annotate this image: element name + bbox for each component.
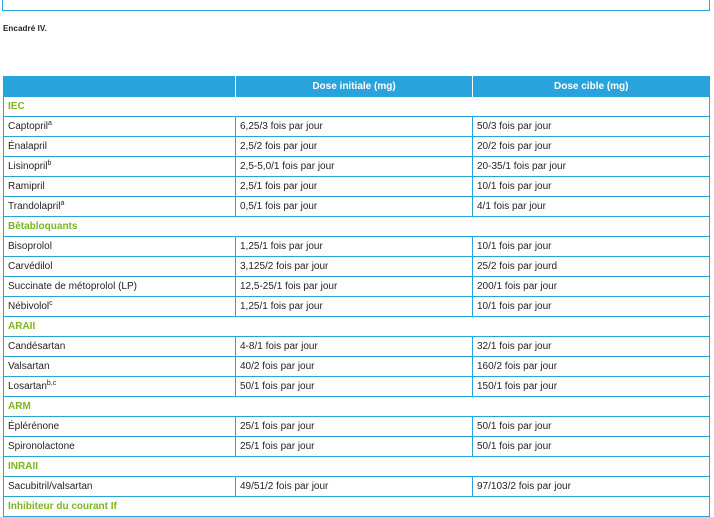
section-label: Bêtabloquants: [4, 217, 710, 237]
drug-name-cell: [4, 117, 236, 137]
target-dose-cell: 20-35/1 fois par jour: [473, 157, 710, 177]
drug-name-cell: [4, 357, 236, 377]
drug-name: Carvédilol: [8, 261, 53, 272]
previous-table-border: [2, 0, 710, 11]
initial-dose-cell: 1,25/1 fois par jour: [236, 297, 473, 317]
section-label: ARM: [4, 397, 710, 417]
drug-name-cell: [4, 437, 236, 457]
drug-name-cell: [4, 417, 236, 437]
section-label: ARAII: [4, 317, 710, 337]
table-row: [4, 357, 710, 377]
target-dose-cell: 4/1 fois par jour: [473, 197, 710, 217]
target-dose-cell: 10/1 fois par jour: [473, 297, 710, 317]
initial-dose-cell: 1,25/1 fois par jour: [236, 237, 473, 257]
target-dose-cell: 97/103/2 fois par jour: [473, 477, 710, 497]
target-dose-cell: 50/3 fois par jour: [473, 117, 710, 137]
target-dose-cell: 20/2 fois par jour: [473, 137, 710, 157]
initial-dose-cell: 25/1 fois par jour: [236, 417, 473, 437]
table-body: [4, 97, 710, 517]
footnote-marker: b: [47, 160, 52, 167]
box-caption: Encadré IV.: [3, 24, 47, 33]
drug-name: Spironolactone: [8, 441, 75, 452]
table-row: [4, 297, 710, 317]
header-target-dose: Dose cible (mg): [473, 76, 710, 97]
header-initial-dose: Dose initiale (mg): [236, 76, 473, 97]
drug-name-cell: [4, 297, 236, 317]
section-label: INRAII: [4, 457, 710, 477]
drug-name: Candésartan: [8, 341, 66, 352]
drug-name-cell: [4, 337, 236, 357]
drug-name: Énalapril: [8, 141, 47, 152]
initial-dose-cell: 40/2 fois par jour: [236, 357, 473, 377]
table-header-row: [4, 76, 710, 97]
target-dose-cell: 160/2 fois par jour: [473, 357, 710, 377]
drug-name-cell: [4, 177, 236, 197]
table-row: [4, 157, 710, 177]
table-row: [4, 257, 710, 277]
section-row: [4, 217, 710, 237]
table-row: [4, 177, 710, 197]
table-row: [4, 117, 710, 137]
target-dose-cell: 25/2 fois par jourd: [473, 257, 710, 277]
drug-name-cell: [4, 157, 236, 177]
initial-dose-cell: 49/51/2 fois par jour: [236, 477, 473, 497]
target-dose-cell: 200/1 fois par jour: [473, 277, 710, 297]
initial-dose-cell: 6,25/3 fois par jour: [236, 117, 473, 137]
initial-dose-cell: 3,125/2 fois par jour: [236, 257, 473, 277]
target-dose-cell: 50/1 fois par jour: [473, 417, 710, 437]
table-row: [4, 237, 710, 257]
initial-dose-cell: 12,5-25/1 fois par jour: [236, 277, 473, 297]
drug-name-cell: [4, 477, 236, 497]
drug-name-cell: [4, 257, 236, 277]
section-label: Inhibiteur du courant If: [4, 497, 710, 517]
drug-name: Trandolapril: [8, 201, 61, 212]
initial-dose-cell: 2,5/1 fois par jour: [236, 177, 473, 197]
initial-dose-cell: 25/1 fois par jour: [236, 437, 473, 457]
drug-name-cell: [4, 237, 236, 257]
initial-dose-cell: 2,5-5,0/1 fois par jour: [236, 157, 473, 177]
footnote-marker: a: [60, 200, 65, 207]
initial-dose-cell: 0,5/1 fois par jour: [236, 197, 473, 217]
drug-name: Valsartan: [8, 361, 50, 372]
section-row: [4, 397, 710, 417]
target-dose-cell: 32/1 fois par jour: [473, 337, 710, 357]
header-drug: [4, 76, 236, 97]
section-row: [4, 457, 710, 477]
dosage-table: [3, 76, 710, 517]
section-row: [4, 97, 710, 117]
drug-name-cell: [4, 377, 236, 397]
table-row: [4, 377, 710, 397]
drug-name-cell: [4, 137, 236, 157]
table-row: [4, 137, 710, 157]
drug-name: Succinate de métoprolol (LP): [8, 281, 137, 292]
drug-name-cell: [4, 277, 236, 297]
target-dose-cell: 10/1 fois par jour: [473, 237, 710, 257]
drug-name: Ramipril: [8, 181, 45, 192]
drug-name: Bisoprolol: [8, 241, 52, 252]
footnote-marker: c: [49, 300, 53, 307]
initial-dose-cell: 4-8/1 fois par jour: [236, 337, 473, 357]
table-row: [4, 337, 710, 357]
table-row: [4, 437, 710, 457]
initial-dose-cell: 50/1 fois par jour: [236, 377, 473, 397]
drug-name: Captopril: [8, 121, 49, 132]
table-row: [4, 197, 710, 217]
initial-dose-cell: 2,5/2 fois par jour: [236, 137, 473, 157]
target-dose-cell: 150/1 fois par jour: [473, 377, 710, 397]
drug-name: Sacubitril/valsartan: [8, 481, 93, 492]
section-row: [4, 497, 710, 517]
target-dose-cell: 50/1 fois par jour: [473, 437, 710, 457]
drug-name: Lisinopril: [8, 161, 48, 172]
section-label: IEC: [4, 97, 710, 117]
table-row: [4, 277, 710, 297]
table-row: [4, 417, 710, 437]
drug-name: Losartan: [8, 381, 47, 392]
drug-name: Nébivolol: [8, 301, 50, 312]
drug-name-cell: [4, 197, 236, 217]
table-row: [4, 477, 710, 497]
footnote-marker: b,c: [46, 380, 57, 387]
section-row: [4, 317, 710, 337]
target-dose-cell: 10/1 fois par jour: [473, 177, 710, 197]
drug-name: Éplérénone: [8, 421, 60, 432]
footnote-marker: a: [48, 120, 52, 127]
